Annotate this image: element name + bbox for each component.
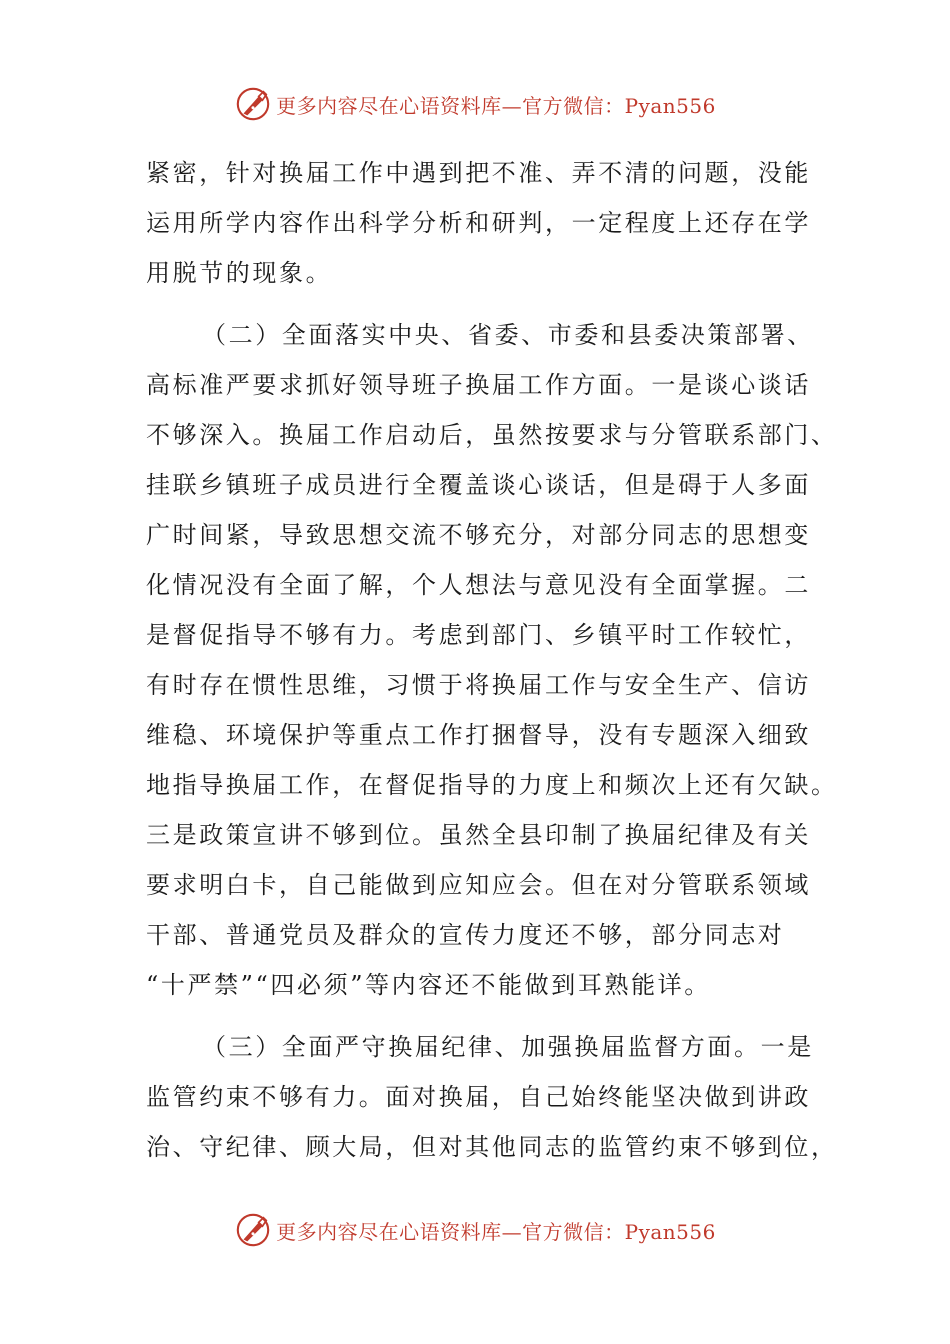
paragraph (146, 148, 811, 298)
text-line: （三）全面严守换届纪律、加强换届监督方面。一是 (202, 1033, 814, 1061)
paragraph (146, 1022, 838, 1172)
header-banner (0, 82, 950, 126)
text-line: 维稳、环境保护等重点工作打捆督导，没有专题深入细致 (146, 721, 811, 749)
text-line: 高标准严要求抓好领导班子换届工作方面。一是谈心谈话 (146, 371, 811, 399)
text-line: “十严禁”“四必须”等内容还不能做到耳熟能详。 (146, 971, 711, 999)
banner-text: 更多内容尽在心语资料库—官方微信：Pyan556 (276, 1219, 716, 1244)
text-line: 是督促指导不够有力。考虑到部门、乡镇平时工作较忙， (146, 621, 811, 649)
banner-text: 更多内容尽在心语资料库—官方微信：Pyan556 (276, 93, 716, 118)
text-line: 广时间紧，导致思想交流不够充分，对部分同志的思想变 (146, 521, 811, 549)
text-line: 挂联乡镇班子成员进行全覆盖谈心谈话，但是碍于人多面 (146, 471, 811, 499)
text-line: 要求明白卡，自己能做到应知应会。但在对分管联系领域 (146, 871, 811, 899)
text-line: 有时存在惯性思维，习惯于将换届工作与安全生产、信访 (146, 671, 811, 699)
footer-banner (0, 1208, 950, 1252)
text-line: 化情况没有全面了解，个人想法与意见没有全面掌握。二 (146, 571, 811, 599)
text-line: 用脱节的现象。 (146, 259, 333, 287)
pen-nib-logo-icon (234, 85, 272, 123)
text-line: 运用所学内容作出科学分析和研判，一定程度上还存在学 (146, 209, 811, 237)
text-line: 治、守纪律、顾大局，但对其他同志的监管约束不够到位， (146, 1133, 838, 1161)
pen-nib-logo-icon (234, 1211, 272, 1249)
text-line: 监管约束不够有力。面对换届，自己始终能坚决做到讲政 (146, 1083, 811, 1111)
paragraph (146, 310, 838, 1010)
text-line: 干部、普通党员及群众的宣传力度还不够，部分同志对 (146, 921, 785, 949)
text-line: 紧密，针对换届工作中遇到把不准、弄不清的问题，没能 (146, 159, 811, 187)
document-body (146, 148, 838, 1172)
text-line: （二）全面落实中央、省委、市委和县委决策部署、 (202, 321, 814, 349)
text-line: 地指导换届工作，在督促指导的力度上和频次上还有欠缺。 (146, 771, 838, 799)
text-line: 三是政策宣讲不够到位。虽然全县印制了换届纪律及有关 (146, 821, 811, 849)
text-line: 不够深入。换届工作启动后，虽然按要求与分管联系部门、 (146, 421, 838, 449)
